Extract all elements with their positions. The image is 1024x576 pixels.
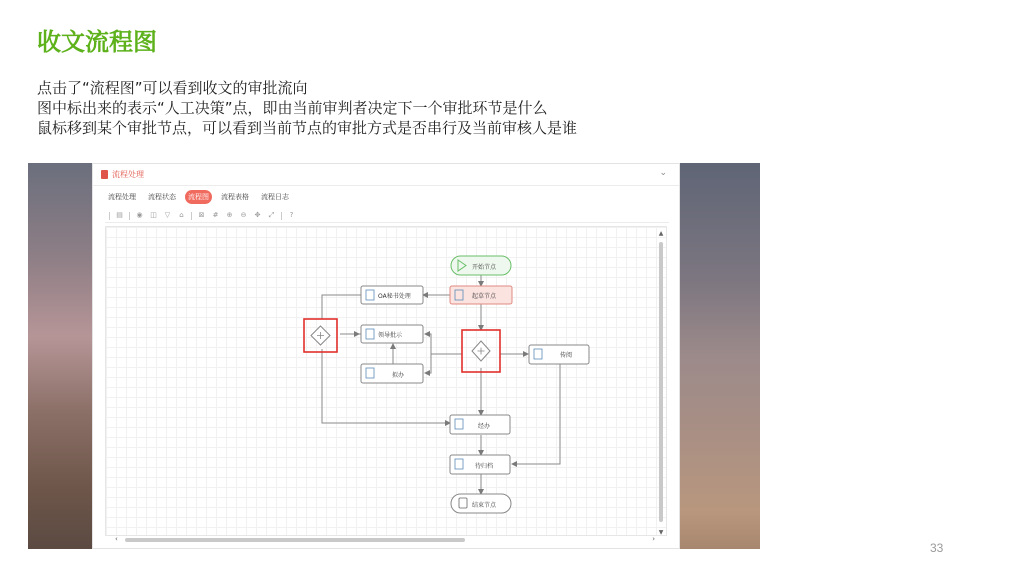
description-line-2: 图中标出来的表示“人工决策”点，即由当前审判者决定下一个审批环节是什么 (37, 99, 548, 117)
read-node[interactable] (529, 345, 589, 364)
help-icon[interactable]: ? (289, 211, 294, 219)
draft-node-label: 起草节点 (472, 293, 497, 300)
scroll-right-icon[interactable]: › (652, 535, 655, 543)
archive-node[interactable] (450, 455, 510, 474)
horizontal-scroll-thumb[interactable] (125, 538, 465, 542)
flow-edge (322, 295, 361, 319)
end-node-label: 结束节点 (472, 502, 497, 509)
description (37, 78, 577, 138)
save-icon[interactable]: ▤ (116, 211, 123, 219)
leader-node-label: 领导批示 (378, 332, 403, 339)
draft-node[interactable] (450, 286, 512, 304)
toolbar-divider (191, 212, 192, 220)
tab-flow-chart[interactable]: 流程图 (185, 190, 212, 204)
read-node-label: 传阅 (560, 352, 573, 359)
tab-flow-handle[interactable]: 流程处理 (108, 193, 136, 201)
vertical-scrollbar[interactable] (657, 230, 665, 536)
horizontal-scrollbar[interactable] (115, 536, 655, 544)
scroll-left-icon[interactable]: ‹ (115, 535, 118, 543)
tab-flow-table[interactable]: 流程表格 (221, 193, 249, 201)
scroll-up-icon[interactable]: ▲ (658, 230, 664, 237)
vertical-scroll-thumb[interactable] (659, 242, 663, 522)
decision-node-center[interactable] (462, 330, 500, 372)
background-photo-right (680, 163, 760, 549)
select-icon[interactable]: ◉ (136, 211, 143, 219)
grid-icon[interactable]: # (212, 211, 219, 219)
handle-node-label: 拟办 (392, 372, 405, 379)
flow-edge (425, 354, 462, 373)
toolbar-divider (281, 212, 282, 220)
description-line-1: 点击了“流程图”可以看到收文的审批流向 (37, 79, 308, 97)
delete-icon[interactable]: ⌂ (179, 211, 184, 219)
flow-canvas[interactable] (105, 226, 667, 536)
decision-node-left[interactable] (304, 319, 337, 352)
office-node-label: 经办 (478, 423, 491, 430)
description-line-3: 鼠标移到某个审批节点，可以看到当前节点的审批方式是否串行及当前审核人是谁 (37, 119, 578, 137)
scroll-down-icon[interactable]: ▼ (658, 529, 664, 536)
document-icon (101, 170, 108, 179)
window-title: 流程处理 (112, 170, 144, 179)
chevron-down-icon[interactable]: ⌄ (659, 168, 667, 178)
flow-window (92, 163, 680, 549)
office-node[interactable] (450, 415, 510, 434)
start-node[interactable] (451, 256, 511, 275)
oa-sign-node-label: OA秘书处理 (378, 293, 411, 300)
copy-icon[interactable]: ◫ (150, 211, 157, 219)
fit-icon[interactable]: ⊠ (198, 211, 205, 219)
background-photo-left (28, 163, 94, 549)
tab-flow-log[interactable]: 流程日志 (261, 193, 289, 201)
leader-node[interactable] (361, 325, 423, 343)
filter-icon[interactable]: ▽ (164, 211, 171, 219)
flow-edge (512, 363, 560, 464)
zoom-out-icon[interactable]: ⊖ (240, 211, 247, 219)
slide-title: 收文流程图 (37, 28, 157, 56)
move-icon[interactable]: ✥ (254, 211, 261, 219)
start-node-label: 开始节点 (472, 264, 497, 271)
oa-sign-node[interactable] (361, 286, 423, 304)
tab-flow-status[interactable]: 流程状态 (148, 193, 176, 201)
flow-edge (425, 334, 462, 354)
fullscreen-icon[interactable]: ⤢ (268, 211, 275, 219)
end-node[interactable] (451, 494, 511, 513)
handle-node[interactable] (361, 364, 423, 383)
toolbar-divider (129, 212, 130, 220)
diagram-toolbar (105, 209, 669, 223)
tab-bar (105, 190, 292, 204)
zoom-in-icon[interactable]: ⊕ (226, 211, 233, 219)
page-number: 33 (930, 541, 944, 555)
archive-node-label: 待归档 (475, 463, 494, 470)
window-header (93, 164, 679, 186)
toolbar-divider (109, 212, 110, 220)
